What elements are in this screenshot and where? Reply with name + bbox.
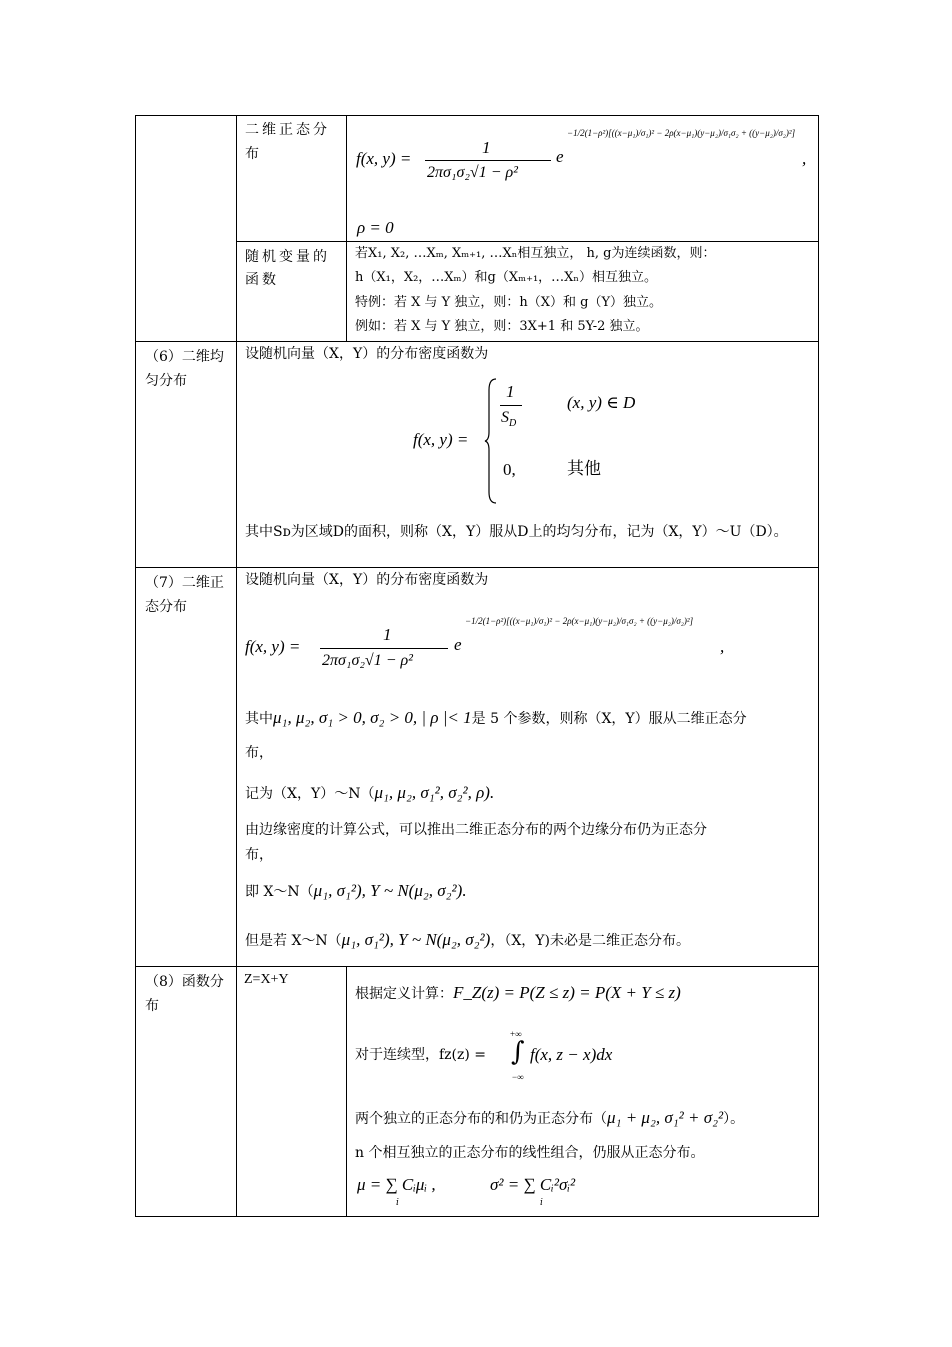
row8-l1-a: 根据定义计算： — [355, 986, 453, 1002]
row7-p5-math: μ₁, σ₁²), Y ~ N(μ₂, σ₂²) — [341, 930, 491, 949]
row6-case1-bar — [500, 405, 522, 406]
row1-comma: , — [802, 149, 807, 168]
row8-l5-sub1: i — [396, 1198, 399, 1208]
row7-comma: , — [720, 637, 725, 656]
row8-l3-math: μ₁ + μ₂, σ₁² + σ₂² — [607, 1108, 724, 1127]
row8-l5-mu: μ = ∑ Cᵢμᵢ , — [357, 1175, 436, 1194]
row8-label: （8）函数分布 — [145, 974, 224, 1014]
row6-intro: 设随机向量（X，Y）的分布密度函数为 — [245, 346, 489, 362]
row8-l2-a: 对于连续型，fᴢ(z) = — [355, 1047, 487, 1063]
row7-p2-a: 记为（X，Y）～N（ — [245, 786, 375, 802]
row7-p1-b: 是 5 个参数，则称（X，Y）服从二维正态分 — [471, 711, 747, 727]
row6-case1-num: 1 — [506, 382, 515, 401]
row8-l2-up: +∞ — [510, 1029, 522, 1039]
row8-l2-math: f(x, z − x)dx — [530, 1045, 613, 1064]
row7-label: （7）二维正态分布 — [145, 575, 224, 615]
row7-intro: 设随机向量（X，Y）的分布密度函数为 — [245, 572, 489, 588]
row7-p4 — [245, 880, 467, 902]
row7-p2 — [245, 782, 494, 804]
row7-formula-den: 2πσ₁σ₂√1 − ρ² — [322, 652, 413, 669]
row7-p1-math: μ₁, μ₂, σ₁ > 0, σ₂ > 0, | ρ |< 1 — [273, 708, 472, 727]
row1-exponent: −1/2(1−ρ²)[((x−μ₁)/σ₁)² − 2ρ(x−μ₁)(y−μ₂)/σ₁σ₂ + ((y−μ₂)/σ₂)²] — [567, 128, 796, 138]
row1-e: e — [556, 147, 564, 166]
row2-line-1: 若X₁, X₂, …Xₘ, Xₘ₊₁, …Xₙ相互独立， h, g为连续函数，则： — [355, 246, 716, 261]
row8-l4: n 个相互独立的正态分布的线性组合，仍服从正态分布。 — [355, 1145, 705, 1161]
row7-p4-a: 即 X～N（ — [245, 884, 314, 900]
row7-p3b: 布， — [245, 847, 273, 863]
row8-l3-b: ）。 — [723, 1111, 745, 1127]
row6-outro: 其中Sᴅ为区域D的面积，则称（X，Y）服从D上的均匀分布，记为（X，Y）～U（D）。 — [245, 524, 788, 540]
row8-col2: Z=X+Y — [244, 972, 289, 987]
row7-p2-math: μ₁, μ₂, σ₁², σ₂², ρ). — [374, 783, 495, 802]
row1-rho: ρ = 0 — [357, 218, 394, 237]
row7-exponent: −1/2(1−ρ²)[((x−μ₁)/σ₁)² − 2ρ(x−μ₁)(y−μ₂)/σ₁σ₂ + ((y−μ₂)/σ₂)²] — [465, 616, 694, 626]
row7-fraction-bar — [320, 648, 448, 649]
row7-p5-a: 但是若 X～N（ — [245, 933, 342, 949]
row8-l3-a: 两个独立的正态分布的和仍为正态分布（ — [355, 1111, 607, 1127]
row1-formula-num: 1 — [482, 138, 491, 157]
row1-label: 二维正态分布 — [245, 122, 330, 162]
row7-formula-num: 1 — [383, 625, 392, 644]
row6-case1-den: $S_D$ — [501, 409, 517, 430]
row7-p5-b: ，（X，Y)未必是二维正态分布。 — [490, 933, 690, 949]
row1-formula-lead: f(x, y) = — [356, 149, 412, 168]
row6-case2-cond: 其他 — [567, 459, 601, 479]
row7-p1-a: 其中 — [245, 711, 273, 727]
row7-e: e — [454, 635, 462, 654]
row2-label: 随机变量的函数 — [245, 249, 330, 289]
row6-brace — [484, 378, 498, 504]
row8-l5-sigma: σ² = ∑ Cᵢ²σᵢ² — [490, 1175, 576, 1194]
row8-l1 — [355, 982, 681, 1004]
row8-l2-integral: ∫ — [511, 1037, 525, 1067]
row8-l3 — [355, 1107, 744, 1129]
row1-fraction-bar — [425, 160, 551, 161]
row7-formula-lead: f(x, y) = — [245, 637, 301, 656]
row2-line-3: 特例：若 X 与 Y 独立，则：h（X）和 g（Y）独立。 — [355, 295, 663, 310]
row8-l2-lo: −∞ — [512, 1072, 524, 1082]
row8-l5-sub2: i — [540, 1198, 543, 1208]
row7-p5 — [245, 929, 690, 951]
row7-p4-math: μ₁, σ₁²), Y ~ N(μ₂, σ₂²). — [313, 881, 467, 900]
row6-case1-cond: (x, y) ∈ D — [567, 393, 636, 412]
row2-line-2: h（X₁，X₂，…Xₘ）和g（Xₘ₊₁，…Xₙ）相互独立。 — [355, 270, 658, 285]
row6-lead: f(x, y) = — [413, 430, 469, 449]
row1-formula-den: 2πσ₁σ₂√1 − ρ² — [427, 164, 518, 181]
row6-case2-val: 0, — [503, 460, 516, 479]
row7-p3: 由边缘密度的计算公式，可以推出二维正态分布的两个边缘分布仍为正态分 — [245, 822, 707, 838]
row7-p1 — [245, 707, 747, 729]
row2-line-4: 例如：若 X 与 Y 独立，则：3X+1 和 5Y-2 独立。 — [355, 319, 649, 334]
row6-label: （6）二维均匀分布 — [145, 349, 224, 389]
row7-p1c: 布， — [245, 745, 273, 761]
row8-l1-math: F_Z(z) = P(Z ≤ z) = P(X + Y ≤ z) — [453, 983, 681, 1002]
